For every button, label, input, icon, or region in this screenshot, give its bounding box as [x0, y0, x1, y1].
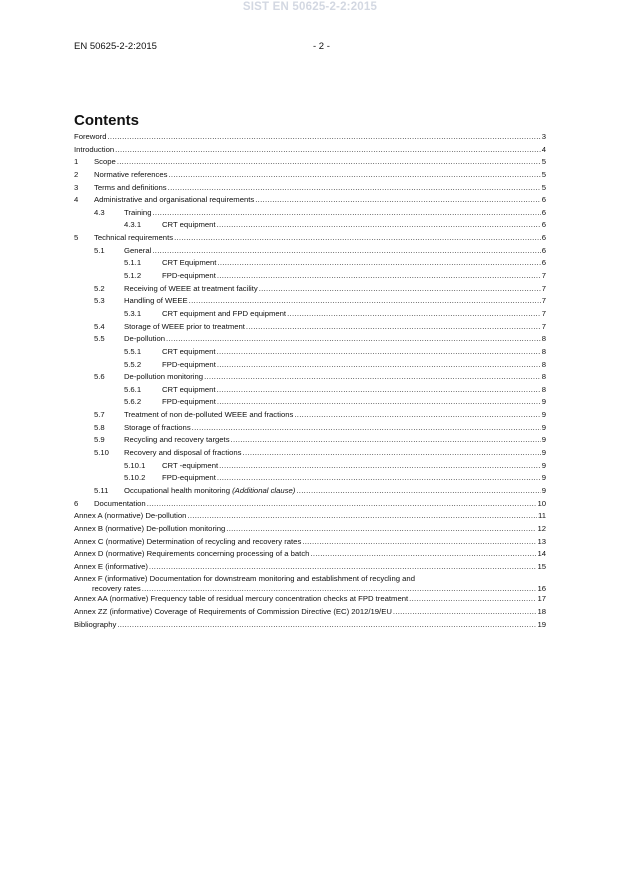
toc-entry-label-text: FPD-equipment [162, 397, 216, 407]
toc-entry-number: 5.10.1 [124, 460, 146, 470]
toc-entry-page: 18 [537, 607, 546, 617]
toc-entry[interactable] [74, 194, 546, 207]
toc-entry-page: 6 [541, 258, 546, 268]
toc-entry-page: 8 [541, 372, 546, 382]
toc-entry-label [74, 131, 106, 144]
toc-entry-page: 9 [541, 485, 546, 495]
toc-entry-label-text: General [124, 245, 152, 255]
toc-entry[interactable] [74, 422, 546, 435]
toc-entry-number: 4 [74, 195, 79, 205]
toc-entry-page: 6 [541, 245, 546, 255]
toc-entry-page: 9 [541, 448, 546, 458]
toc-entry-label [124, 422, 191, 435]
toc-entry-page: 6 [541, 220, 546, 230]
toc-entry-label [124, 321, 245, 334]
toc-entry[interactable] [74, 283, 546, 296]
toc-entry[interactable] [74, 182, 546, 195]
toc-entry-page: 9 [541, 410, 546, 420]
toc-leader-dots [217, 396, 541, 409]
toc-entry-page: 6 [541, 207, 546, 217]
toc-leader-dots [174, 232, 541, 245]
toc-entry-label [124, 245, 151, 258]
toc-entry-number: 5.1.2 [124, 271, 142, 281]
toc-entry-label [162, 384, 216, 397]
toc-entry[interactable] [74, 333, 546, 346]
toc-entry-label [162, 396, 216, 409]
toc-entry-number: 5.3.1 [124, 308, 142, 318]
toc-entry-number: 3 [74, 182, 79, 192]
toc-entry-page: 9 [541, 397, 546, 407]
toc-entry[interactable] [74, 396, 546, 409]
toc-entry-label [124, 485, 295, 498]
toc-leader-dots [409, 593, 536, 606]
toc-entry-label [162, 270, 216, 283]
toc-entry-label [74, 561, 148, 574]
toc-entry-number: 2 [74, 169, 79, 179]
toc-entry[interactable] [74, 371, 546, 384]
toc-entry[interactable] [74, 131, 546, 144]
toc-entry[interactable] [74, 245, 546, 258]
toc-entry-page: 7 [541, 271, 546, 281]
toc-entry-page: 3 [541, 132, 546, 141]
toc-leader-dots [219, 460, 541, 473]
toc-entry[interactable] [74, 308, 546, 321]
toc-entry-label-text: Recycling and recovery targets [124, 435, 230, 445]
toc-entry-number: 5 [74, 233, 79, 243]
toc-entry[interactable] [74, 460, 546, 473]
toc-leader-dots [296, 485, 540, 498]
toc-leader-dots [226, 523, 536, 536]
toc-entry[interactable] [74, 169, 546, 182]
toc-entry-label-text: Annex E (informative) [74, 561, 148, 571]
toc-entry[interactable] [74, 498, 546, 511]
toc-entry-number: 5.5 [94, 334, 105, 344]
toc-entry-label-text: FPD-equipment [162, 359, 216, 369]
toc-entry-label-text: Annex B (normative) De-pollution monitoring [74, 523, 226, 533]
toc-entry-number: 5.5.1 [124, 346, 142, 356]
toc-entry-label-text: Foreword [74, 132, 107, 141]
toc-leader-dots [189, 295, 541, 308]
toc-entry-label [94, 169, 168, 182]
toc-entry-number: 6 [74, 498, 79, 508]
toc-entry[interactable] [74, 619, 546, 632]
toc-entry-label [124, 283, 258, 296]
toc-entry-number: 5.3 [94, 296, 105, 306]
toc-entry-label-italic: (Additional clause) [232, 485, 296, 495]
toc-entry[interactable] [74, 434, 546, 447]
toc-entry-label-text: Annex D (normative) Requirements concerning processing of a batch [74, 549, 310, 559]
toc-entry-label [94, 232, 173, 245]
toc-entry[interactable] [74, 485, 546, 498]
toc-entry[interactable] [74, 472, 546, 485]
toc-entry[interactable] [74, 232, 546, 245]
toc-entry-label-text: Recovery and disposal of fractions [124, 448, 242, 458]
toc-entry[interactable] [74, 295, 546, 308]
toc-leader-dots [107, 131, 540, 144]
toc-leader-dots [153, 207, 541, 220]
toc-entry-label-text: Introduction [74, 144, 115, 154]
toc-entry-label [74, 593, 408, 606]
toc-entry-page: 5 [541, 182, 546, 192]
toc-entry[interactable] [74, 593, 546, 606]
toc-entry[interactable] [74, 257, 546, 270]
toc-entry-label [124, 333, 165, 346]
toc-entry-label [74, 548, 309, 561]
toc-entry-page: 12 [537, 523, 546, 533]
toc-entry-number: 5.1 [94, 245, 105, 255]
table-of-contents [74, 131, 546, 631]
toc-entry-label-text: Receiving of WEEE at treatment facility [124, 283, 258, 293]
toc-entry-label [162, 219, 216, 232]
toc-leader-dots [302, 536, 536, 549]
toc-leader-dots [217, 384, 541, 397]
toc-entry-label [124, 295, 188, 308]
toc-entry-number: 5.10.2 [124, 473, 146, 483]
toc-entry-page: 14 [537, 549, 546, 559]
toc-entry-label [74, 536, 301, 549]
toc-entry[interactable] [74, 573, 546, 593]
toc-leader-dots [231, 434, 541, 447]
toc-entry-label [94, 194, 254, 207]
toc-leader-dots [393, 606, 537, 619]
toc-entry-page: 8 [541, 334, 546, 344]
toc-entry-page: 5 [541, 157, 546, 167]
toc-entry-label [94, 156, 116, 169]
toc-entry-label-text: CRT equipment [162, 346, 216, 356]
toc-leader-dots [149, 561, 537, 574]
toc-entry-label [94, 182, 167, 195]
toc-entry-label [74, 510, 186, 523]
toc-entry-page: 8 [541, 384, 546, 394]
toc-entry-page: 13 [537, 536, 546, 546]
toc-leader-dots [259, 283, 541, 296]
toc-entry-label-text: CRT -equipment [162, 460, 219, 470]
toc-entry-number: 1 [74, 157, 79, 167]
toc-entry-page: 9 [541, 473, 546, 483]
toc-entry-number: 5.6 [94, 372, 105, 382]
toc-leader-dots [287, 308, 541, 321]
toc-entry[interactable] [74, 270, 546, 283]
toc-leader-dots [217, 219, 541, 232]
toc-leader-dots [217, 359, 541, 372]
toc-entry[interactable] [74, 561, 546, 574]
toc-entry-label-text: Administrative and organisational requirements [94, 195, 255, 205]
toc-entry-label [162, 460, 218, 473]
toc-entry-label [162, 346, 216, 359]
toc-entry-label [162, 308, 286, 321]
toc-entry-number: 5.1.1 [124, 258, 142, 268]
toc-entry-number: 5.4 [94, 321, 105, 331]
toc-entry-number: 5.7 [94, 410, 105, 420]
toc-entry-label [162, 257, 216, 270]
toc-leader-dots [117, 619, 536, 632]
toc-leader-dots [147, 498, 537, 511]
toc-entry[interactable] [74, 384, 546, 397]
toc-leader-dots [217, 472, 541, 485]
toc-entry-label-text: Terms and definitions [94, 182, 167, 192]
toc-entry-number: 5.10 [94, 448, 109, 458]
toc-entry-page: 7 [541, 296, 546, 306]
toc-entry-number: 4.3.1 [124, 220, 142, 230]
toc-entry[interactable] [74, 207, 546, 220]
toc-entry-page: 8 [541, 346, 546, 356]
toc-leader-dots [115, 144, 541, 157]
toc-entry[interactable] [74, 144, 546, 157]
toc-entry-page: 9 [541, 435, 546, 445]
toc-entry-page: 7 [541, 321, 546, 331]
toc-leader-dots [217, 257, 540, 270]
toc-entry[interactable] [74, 536, 546, 549]
toc-entry-label-text: CRT Equipment [162, 258, 217, 268]
toc-entry-label-text: Treatment of non de-polluted WEEE and fractions [124, 410, 294, 420]
toc-entry-label-text: CRT equipment [162, 384, 216, 394]
toc-leader-dots [117, 156, 541, 169]
toc-entry-number: 5.8 [94, 422, 105, 432]
toc-leader-dots [294, 409, 540, 422]
toc-entry-number: 5.5.2 [124, 359, 142, 369]
toc-entry-continuation [74, 584, 546, 594]
toc-entry-label [162, 359, 216, 372]
toc-entry-page: 4 [541, 144, 546, 154]
toc-entry[interactable] [74, 346, 546, 359]
toc-entry-number: 5.6.1 [124, 384, 142, 394]
toc-leader-dots [166, 333, 541, 346]
toc-entry[interactable] [74, 321, 546, 334]
toc-entry-number: 5.2 [94, 283, 105, 293]
toc-entry[interactable] [74, 447, 546, 460]
toc-entry-label-text: Annex C (normative) Determination of recycling and recovery rates [74, 536, 302, 546]
toc-entry[interactable] [74, 606, 546, 619]
toc-entry-label-text: Documentation [94, 498, 146, 508]
toc-leader-dots [217, 270, 541, 283]
toc-leader-dots [192, 422, 541, 435]
toc-entry-label [124, 447, 242, 460]
toc-entry-label-text: De-pollution monitoring [124, 372, 204, 382]
watermark: SIST EN 50625-2-2:2015 [242, 1, 378, 13]
toc-entry-label [74, 523, 225, 536]
toc-leader-dots [243, 447, 541, 460]
toc-entry[interactable] [74, 523, 546, 536]
toc-entry[interactable] [74, 548, 546, 561]
toc-entry-label-text: Bibliography [74, 619, 117, 629]
toc-entry-page: 6 [541, 233, 546, 243]
toc-entry-label-text: Annex A (normative) De-pollution [74, 511, 187, 521]
toc-entry-label-text: Handling of WEEE [124, 296, 188, 306]
toc-entry-label [124, 371, 203, 384]
toc-entry-label-text: Storage of fractions [124, 422, 191, 432]
toc-entry-page: 9 [541, 460, 546, 470]
toc-entry-label: Annex F (informative) Documentation for downstream monitoring and establishment of recycling and [74, 574, 415, 584]
toc-entry-label [74, 619, 116, 632]
toc-entry[interactable] [74, 510, 546, 523]
toc-entry-label [124, 434, 230, 447]
toc-entry-label-text: Annex ZZ (informative) Coverage of Requirements of Commission Directive (EC) 2012/19/EU [74, 607, 392, 617]
toc-entry-label-text: De-pollution [124, 334, 166, 344]
toc-entry-label-continued: recovery rates [92, 583, 141, 593]
toc-entry[interactable] [74, 219, 546, 232]
toc-entry-page: 17 [537, 594, 546, 604]
toc-entry-page: 7 [541, 308, 546, 318]
header-page-number: - 2 - [313, 41, 330, 52]
toc-entry-label-text: Scope [94, 157, 116, 167]
toc-leader-dots [255, 194, 540, 207]
toc-entry-label-text: CRT equipment and FPD equipment [162, 308, 287, 318]
toc-leader-dots [217, 346, 541, 359]
toc-entry-page: 16 [537, 583, 546, 593]
toc-entry-label-text: FPD-equipment [162, 271, 216, 281]
toc-entry-label [74, 606, 392, 619]
toc-entry-label [74, 144, 114, 157]
toc-leader-dots [187, 510, 537, 523]
toc-entry-number: 5.6.2 [124, 397, 142, 407]
toc-entry-page: 6 [541, 195, 546, 205]
toc-leader-dots [142, 584, 537, 594]
toc-leader-dots [169, 169, 541, 182]
toc-entry-label-text: Normative references [94, 169, 168, 179]
toc-entry-number: 4.3 [94, 207, 105, 217]
toc-entry-label-text: Occupational health monitoring [124, 485, 230, 495]
toc-entry[interactable] [74, 409, 546, 422]
toc-entry-page: 8 [541, 359, 546, 369]
toc-leader-dots [152, 245, 540, 258]
toc-entry-number: 5.11 [94, 485, 109, 495]
toc-leader-dots [310, 548, 536, 561]
toc-entry[interactable] [74, 359, 546, 372]
toc-entry-label [162, 472, 216, 485]
toc-entry-page: 9 [541, 422, 546, 432]
header-doc-id: EN 50625-2-2:2015 [74, 41, 157, 52]
page-title: Contents [74, 112, 139, 129]
toc-entry-label-text: Training [124, 207, 152, 217]
toc-leader-dots [246, 321, 541, 334]
toc-entry-label-text: FPD-equipment [162, 473, 216, 483]
toc-entry-page: 19 [537, 619, 546, 629]
toc-leader-dots [204, 371, 541, 384]
toc-entry-page: 10 [537, 498, 546, 508]
toc-entry-number: 5.9 [94, 435, 105, 445]
toc-entry-label-text: Storage of WEEE prior to treatment [124, 321, 245, 331]
toc-entry-label [124, 409, 293, 422]
toc-entry-page: 15 [537, 561, 546, 571]
toc-entry-label-text: Annex AA (normative) Frequency table of residual mercury concentration checks at FPD treatment [74, 594, 409, 604]
toc-entry-label-text: CRT equipment [162, 220, 216, 230]
toc-entry-label-text: Technical requirements [94, 233, 174, 243]
toc-entry[interactable] [74, 156, 546, 169]
toc-entry-page: 11 [538, 511, 546, 521]
toc-entry-label [124, 207, 152, 220]
toc-leader-dots [168, 182, 541, 195]
toc-entry-label [94, 498, 146, 511]
toc-entry-page: 7 [541, 283, 546, 293]
toc-entry-page: 5 [541, 169, 546, 179]
